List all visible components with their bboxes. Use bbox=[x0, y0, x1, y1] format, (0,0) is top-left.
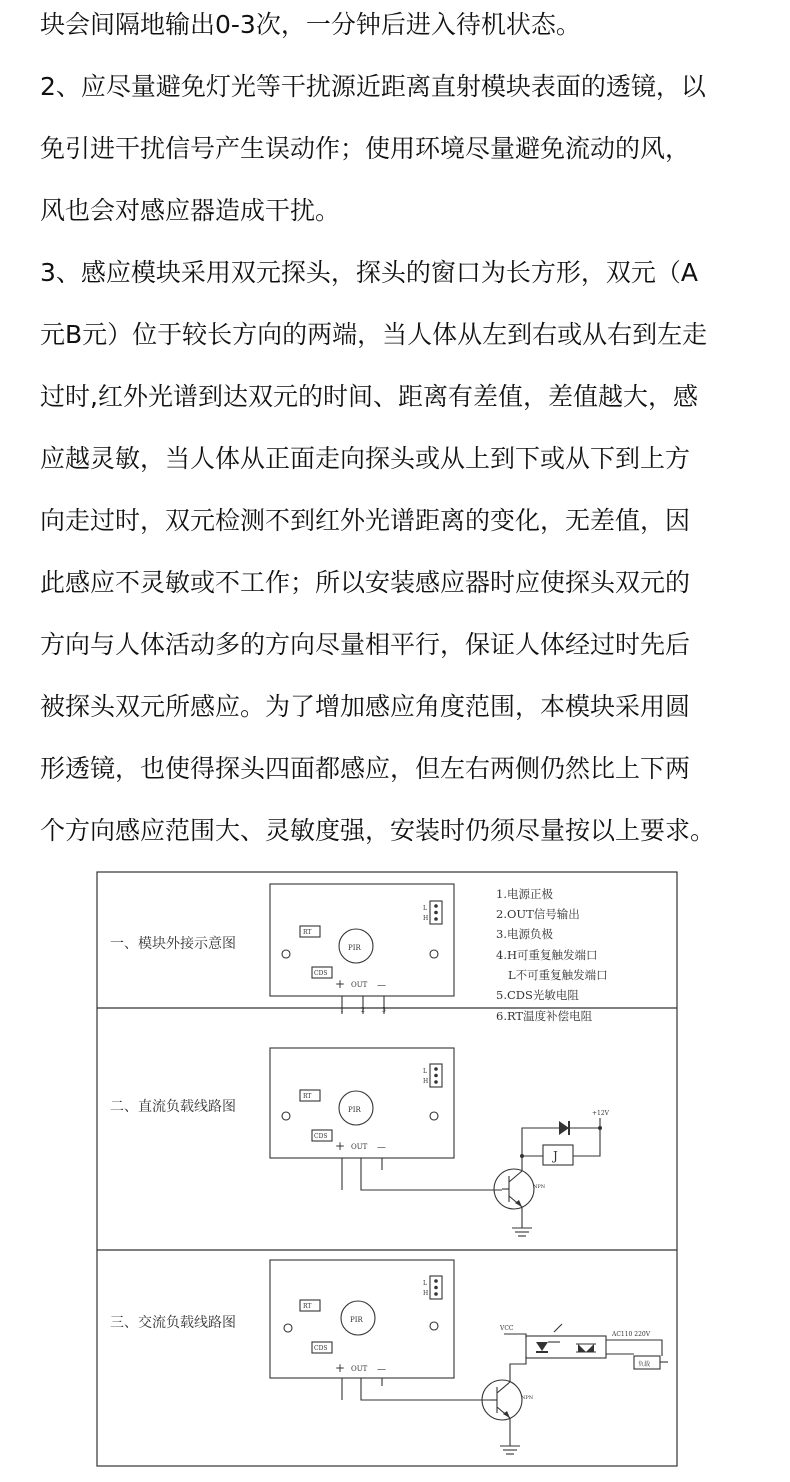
legend-item: 4.H可重复触发端口 bbox=[496, 948, 598, 962]
jumper-h-label: H bbox=[423, 1078, 429, 1085]
cds-label: CDS bbox=[314, 970, 328, 977]
flyback-diode bbox=[559, 1121, 569, 1135]
text-line: 此感应不灵敏或不工作；所以安装感应器时应使探头双元的 bbox=[40, 568, 691, 597]
text-line: 过时,红外光谱到达双元的时间、距离有差值，差值越大，感 bbox=[40, 382, 698, 411]
pir-label: PIR bbox=[348, 1106, 361, 1114]
legend-item: L不可重复触发端口 bbox=[508, 968, 608, 982]
wiring-diagram bbox=[96, 868, 680, 1470]
legend-item: 6.RT温度补偿电阻 bbox=[496, 1009, 593, 1023]
text-line: 2、应尽量避免灯光等干扰源近距离直射模块表面的透镜，以 bbox=[40, 72, 706, 101]
text-line: 方向与人体活动多的方向尽量相平行，保证人体经过时先后 bbox=[40, 630, 691, 659]
jumper-l-label: L bbox=[423, 1068, 427, 1075]
out-label: OUT bbox=[351, 1365, 368, 1373]
mount-hole bbox=[284, 1324, 292, 1332]
rt-label: RT bbox=[303, 1093, 312, 1100]
text-line: 3、感应模块采用双元探头，探头的窗口为长方形，双元（A bbox=[40, 258, 699, 287]
pir-label: PIR bbox=[350, 1316, 363, 1324]
module-board bbox=[270, 1048, 454, 1158]
section-title: 三、交流负载线路图 bbox=[110, 1315, 236, 1331]
relay-coil bbox=[543, 1145, 573, 1165]
pin-label: 3 bbox=[382, 1007, 386, 1014]
text-line: 个方向感应范围大、灵敏度强，安装时仍须尽量按以上要求。 bbox=[40, 816, 716, 845]
minus-label: — bbox=[377, 1365, 386, 1375]
npn-label: NPN bbox=[533, 1184, 546, 1190]
text-line: 被探头双元所感应。为了增加感应角度范围，本模块采用圆 bbox=[40, 692, 691, 721]
module-board bbox=[270, 884, 454, 996]
mount-hole bbox=[430, 1322, 438, 1330]
npn-label: NPN bbox=[521, 1395, 534, 1401]
text-line: 元B元）位于较长方向的两端，当人体从左到右或从右到左走 bbox=[40, 320, 708, 349]
mount-hole bbox=[430, 1112, 438, 1120]
legend-item: 5.CDS光敏电阻 bbox=[496, 988, 579, 1002]
text-line: 形透镜，也使得探头四面都感应，但左右两侧仍然比上下两 bbox=[40, 754, 691, 783]
plus-label: + bbox=[335, 1139, 346, 1153]
plus-label: + bbox=[335, 977, 346, 991]
mount-hole bbox=[430, 950, 438, 958]
opto-led bbox=[536, 1342, 548, 1351]
section-title: 二、直流负载线路图 bbox=[110, 1099, 236, 1115]
legend-item: 3.电源负极 bbox=[496, 927, 553, 941]
pin-legend bbox=[496, 887, 608, 1023]
legend-item: 2.OUT信号输出 bbox=[496, 907, 580, 921]
text-line: 免引进干扰信号产生误动作；使用环境尽量避免流动的风， bbox=[40, 134, 691, 163]
load-label: 负载 bbox=[638, 1361, 651, 1368]
text-line: 块会间隔地输出0-3次，一分钟后进入待机状态。 bbox=[40, 10, 581, 39]
minus-label: — bbox=[377, 981, 386, 991]
jumper-l-label: L bbox=[423, 905, 427, 912]
section-module-external bbox=[110, 884, 608, 1023]
plus-label: + bbox=[335, 1361, 346, 1375]
jumper-h-label: H bbox=[423, 1290, 429, 1297]
dc-voltage-label: +12V bbox=[592, 1110, 609, 1117]
rt-label: RT bbox=[303, 1303, 312, 1310]
jumper-l-label: L bbox=[423, 1280, 427, 1287]
cds-label: CDS bbox=[314, 1133, 328, 1140]
text-line: 应越灵敏，当人体从正面走向探头或从上到下或从下到上方 bbox=[40, 444, 691, 473]
pin-label: 2 bbox=[361, 1007, 365, 1014]
pin-label: 1 bbox=[340, 1007, 344, 1014]
ac-voltage-label: AC110 220V bbox=[612, 1331, 651, 1338]
out-label: OUT bbox=[351, 981, 368, 989]
npn-transistor bbox=[494, 1169, 534, 1209]
section-title: 一、模块外接示意图 bbox=[110, 936, 236, 952]
mount-hole bbox=[282, 1112, 290, 1120]
legend-item: 1.电源正极 bbox=[496, 887, 553, 901]
rt-label: RT bbox=[303, 929, 312, 936]
out-label: OUT bbox=[351, 1143, 368, 1151]
minus-label: — bbox=[377, 1143, 386, 1153]
vcc-label: VCC bbox=[500, 1325, 514, 1332]
section-dc-load bbox=[110, 1048, 610, 1236]
pir-label: PIR bbox=[348, 944, 361, 952]
jumper-h-label: H bbox=[423, 915, 429, 922]
section-ac-load bbox=[110, 1260, 668, 1454]
mount-hole bbox=[282, 950, 290, 958]
text-line: 风也会对感应器造成干扰。 bbox=[40, 196, 341, 225]
relay-label: J bbox=[553, 1149, 558, 1163]
cds-label: CDS bbox=[314, 1345, 328, 1352]
text-line: 向走过时，双元检测不到红外光谱距离的变化，无差值，因 bbox=[40, 506, 691, 535]
